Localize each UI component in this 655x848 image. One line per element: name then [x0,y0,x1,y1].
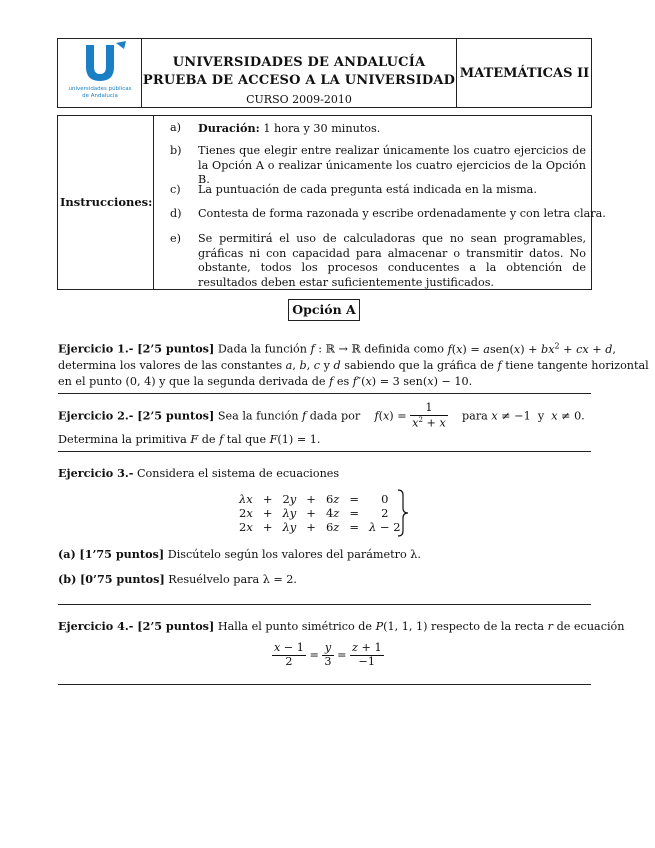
exercise-2: Ejercicio 2.- [2’5 puntos] Sea la función f dada por f(x) = $\frac{1}{x^2 + x}$ para x ≠ −1 y x ≠ 0. Determina la primitiva F de f tal que F(1) = 1. [58,401,585,446]
exercise-3-part-a: (a) [1’75 puntos] Discútelo según los valores del parámetro λ. [58,547,421,561]
exercise-4: Ejercicio 4.- [2’5 puntos] Halla el punto simétrico de P(1, 1, 1) respecto de la recta r de ecuación [58,619,625,633]
fraction-1-over-x2-plus-x: $\frac{1}{x^2 + x}$ [412,401,446,430]
course-year: CURSO 2009-2010 [246,93,352,106]
instruction-d-text: Contesta de forma razonada y escribe ordenadamente y con letra clara. [198,207,606,220]
separator-3 [58,604,591,605]
instruction-a-bold: Duración: [198,121,260,135]
equation-system: λx + 2y + 6z = 0 2x + λy + 4z = 2 2x + λy + 6z = λ − 2 [239,492,401,534]
function-definition: f(x) = asen(x) + $bx^2$ + cx + d, [447,341,616,356]
instructions-divider [153,115,154,290]
function-domain: f [310,342,315,356]
exercise-3-heading: Ejercicio 3.- [58,466,134,480]
exercise-4-heading: Ejercicio 4.- [2’5 puntos] [58,619,215,633]
university-logo [66,41,134,105]
subject-title: MATEMÁTICAS II [459,66,590,81]
instructions-list: a) Duración: 1 hora y 30 minutos. b) Tienes que elegir entre realizar únicamente los cuatro ejercicios de la Opción A o realizar únicamente los cuatro ejercicios de la Opción B. c) La puntuación de cada pregunta está indicada en la misma. d) Contesta de forma razonada y escribe ordenadamente y con letra clara. e) Se permitirá el uso de calculadoras que no sean programables, gráficas ni con capacidad para almacenar o transmitir datos. No obstante, todos los procesos conducentes a la obtención de resultados deben estar suficientemente justificados. [170,121,585,289]
separator-2 [58,451,591,452]
instruction-e-text: Se permitirá el uso de calculadoras que no sean programables, gráficas ni con capacidad para almacenar o transmitir datos. No obstante, todos los procesos conducentes a la obtención de resultados deben estar suficientemente justificados. [198,232,586,289]
exercise-1-heading: Ejercicio 1.- [2’5 puntos] [58,341,215,356]
second-derivative: f″(x) = 3 sen(x) − 10. [352,374,473,388]
option-a-title: Opción A [288,299,360,321]
exercise-2-heading: Ejercicio 2.- [2’5 puntos] [58,408,215,423]
header-title-2: PRUEBA DE ACCESO A LA UNIVERSIDAD [142,73,456,88]
system-brace [396,489,412,540]
exercise-3-intro: Ejercicio 3.- Considera el sistema de ecuaciones [58,466,340,480]
logo-text-1: universidades públicas [68,86,132,92]
header-title-1: UNIVERSIDADES DE ANDALUCÍA [172,55,426,70]
instruction-b-text: Tienes que elegir entre realizar únicamente los cuatro ejercicios de la Opción A o realizar únicamente los cuatro ejercicios de la Opción B. [198,144,586,186]
instruction-c-text: La puntuación de cada pregunta está indicada en la misma. [198,183,537,196]
exercise-1: Ejercicio 1.- [2’5 puntos] Dada la función f : ℝ → ℝ definida como f(x) = asen(x) + $bx^2$ + cx + d, determina los valores de las constantes a, b, c y d sabiendo que la gráfica de f tiene tangente horizontal en el punto (0, 4) y que la segunda derivada de f es f″(x) = 3 sen(x) − 10. [58,341,649,388]
exercise-3-part-b: (b) [0’75 puntos] Resuélvelo para λ = 2. [58,572,297,586]
instructions-label: Instrucciones: [60,195,153,209]
instruction-a-text: 1 hora y 30 minutos. [259,122,381,135]
line-equation: $\frac{x - 1}{2}$ = $\frac{y}{3}$ = $\frac{z + 1}{-1}$ [274,641,382,668]
logo-text-2: de Andalucía [82,93,118,99]
separator-1 [58,393,591,394]
separator-4 [58,684,591,685]
